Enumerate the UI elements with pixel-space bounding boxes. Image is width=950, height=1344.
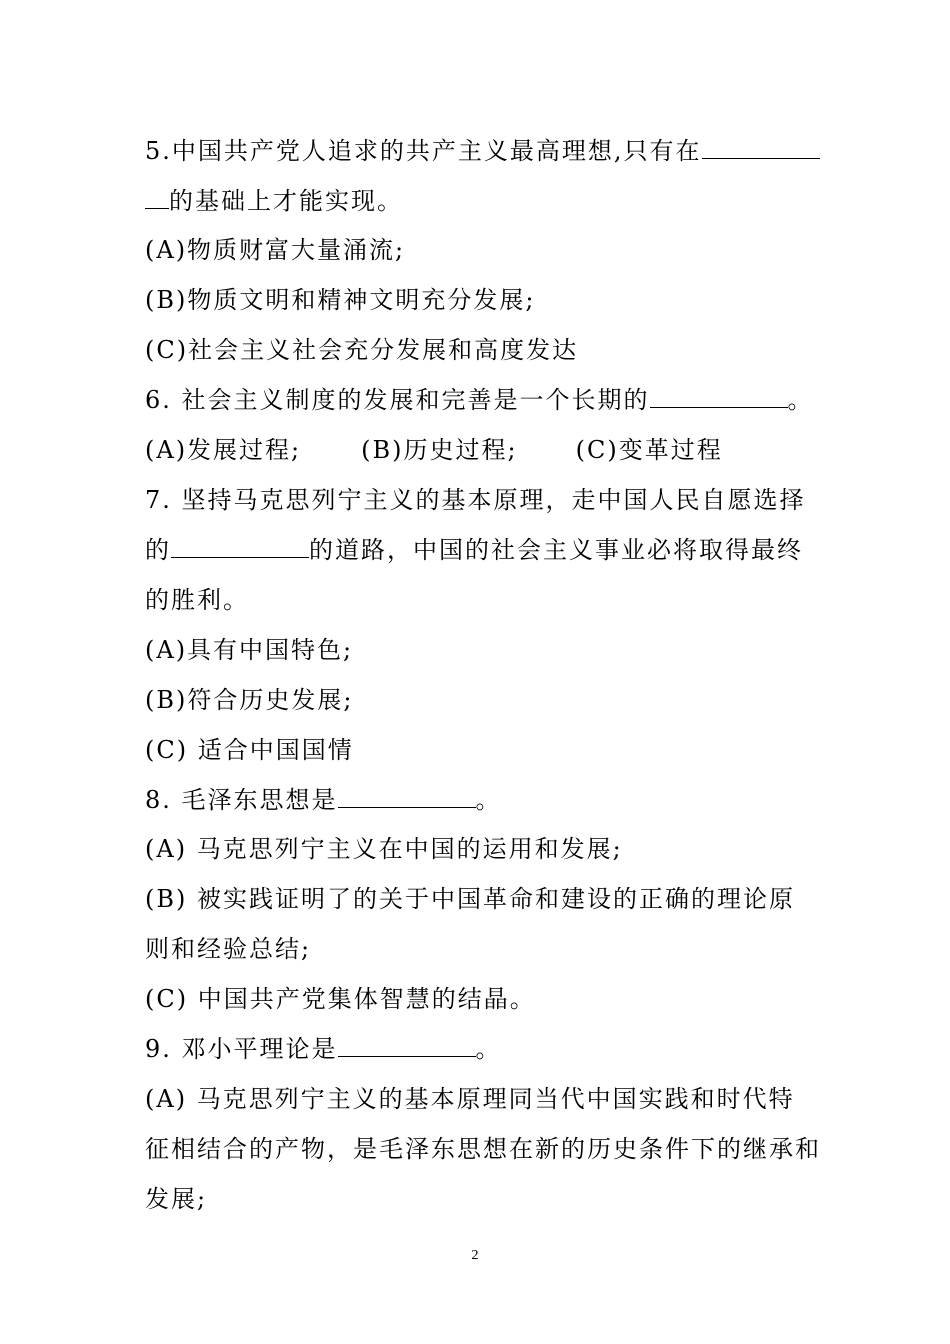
question-9-text: 9. 邓小平理论是 (145, 1035, 338, 1063)
question-8-stem (145, 785, 815, 815)
answer-blank (338, 1034, 476, 1057)
answer-blank (338, 785, 476, 808)
question-8-option-a: (A) 马克思列宁主义在中国的运用和发展; (145, 835, 623, 863)
page-number: 2 (471, 1248, 479, 1263)
question-6-text: 6. 社会主义制度的发展和完善是一个长期的 (145, 386, 650, 414)
question-6-stem (145, 385, 815, 415)
answer-blank (171, 535, 309, 558)
question-9-end: 。 (475, 1035, 502, 1063)
question-8-option-b-line-1: (B) 被实践证明了的关于中国革命和建设的正确的理论原 (145, 885, 795, 913)
question-5-option-a: (A)物质财富大量涌流; (145, 236, 406, 264)
question-7-stem-line-2 (145, 535, 815, 565)
question-6-option-a: (A)发展过程; (145, 436, 302, 464)
question-8-text: 8. 毛泽东思想是 (145, 786, 338, 814)
question-7-text: 的 (145, 536, 171, 564)
answer-blank (650, 385, 788, 408)
question-7-option-c: (C) 适合中国国情 (145, 736, 354, 764)
question-5-stem-line-1 (145, 136, 815, 166)
question-6-end: 。 (787, 386, 814, 414)
question-9-option-a-line-3: 发展; (145, 1185, 208, 1213)
answer-blank (702, 136, 820, 159)
question-7-option-a: (A)具有中国特色; (145, 636, 354, 664)
question-7-text-continued: 的道路，中国的社会主义事业必将取得最终 (309, 536, 803, 564)
question-9-option-a-line-2: 征相结合的产物，是毛泽东思想在新的历史条件下的继承和 (145, 1135, 821, 1163)
question-5-text-continued: 的基础上才能实现。 (169, 187, 403, 215)
question-8-option-b-line-2: 则和经验总结; (145, 935, 312, 963)
answer-blank-continued (145, 186, 169, 209)
question-8-option-c: (C) 中国共产党集体智慧的结晶。 (145, 985, 536, 1013)
question-6-option-c: (C)变革过程 (575, 436, 723, 464)
question-5-option-c: (C)社会主义社会充分发展和高度发达 (145, 336, 579, 364)
question-7-stem-line-3: 的胜利。 (145, 586, 249, 614)
question-8-end: 。 (475, 786, 502, 814)
question-6-options (145, 435, 815, 465)
question-7-option-b: (B)符合历史发展; (145, 686, 354, 714)
question-5-text: 5.中国共产党人追求的共产主义最高理想,只有在 (145, 137, 702, 165)
question-9-option-a-line-1: (A) 马克思列宁主义的基本原理同当代中国实践和时代特 (145, 1085, 795, 1113)
question-9-stem (145, 1034, 815, 1064)
question-5-option-b: (B)物质文明和精神文明充分发展; (145, 286, 536, 314)
question-7-stem-line-1: 7. 坚持马克思列宁主义的基本原理，走中国人民自愿选择 (145, 486, 806, 514)
question-5-stem-line-2 (145, 186, 815, 216)
question-6-option-b: (B)历史过程; (361, 436, 518, 464)
